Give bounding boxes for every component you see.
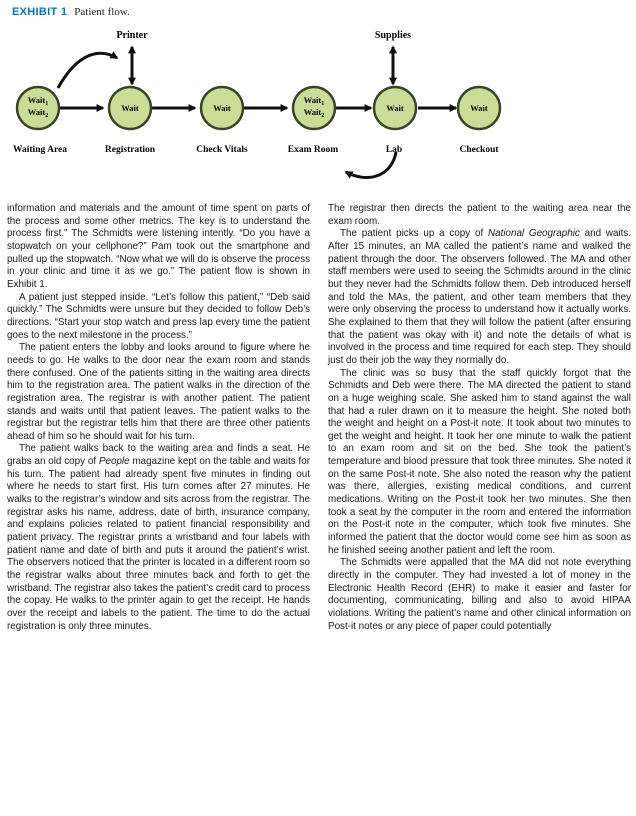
node-label-waiting-area: Waiting Area — [13, 145, 67, 155]
node-exam-room — [288, 87, 338, 155]
node-label-check-vitals: Check Vitals — [196, 145, 248, 155]
lab-return-arrow — [346, 152, 396, 178]
node-label-checkout: Checkout — [459, 145, 499, 155]
svg-text:Wait: Wait — [121, 103, 139, 113]
exhibit-caption: Patient flow. — [74, 6, 130, 18]
paragraph: The patient walks back to the waiting area and finds a seat. He grabs an old copy of People magazine kept on the table and waits for his turn. The patient had already spent five minutes in finding out where he needs to start first. His turn comes after 27 minutes. He walks to the registrar’s window and sits across from the registrar. The registrar asks his name, address, date of birth, insurance company, and explains policies related to patient financial responsibility and patient privacy. The registrar prints a wristband and four labels with patient name and date of birth and puts it around the patient’s wrist. The observers noticed that the printer is located in a different room so the registrar walks about three minutes back and forth to get the wristband. The registrar also takes the patient’s credit card to process the copay. He walks to the printer again to get the receipt. He hands over the receipt and labels to the patient. The time to do the actual registration is only three minutes. — [7, 443, 310, 632]
magazine-title: National Geographic — [488, 228, 580, 240]
printer-loop-arrow — [58, 53, 117, 88]
paragraph: The patient picks up a copy of National Geographic and waits. After 15 minutes, an MA called the patient’s name and walked the patient through the door. The observers followed. The MA and other staff members were used to seeing the Schmidts around in the clinic but they never had the Schmidts follow them. Deb introduced herself and told the MAs, the patient, and other team members that they were only observing the process to understand how it actually works. She explained to them that they will follow the patient (after ensuring that the patient was okay with it) and note the details of what is involved in the process and time required for each step. They should just do their job the way they normally do. — [328, 228, 632, 366]
paragraph: The patient enters the lobby and looks around to figure where he needs to go. He walks to the door near the exam room and stands there confused. One of the patients sitting in the waiting area directs him to the registration area. The patient walks in the direction of the registration area. The registrar is with another patient. The patient stands and waits until that patient leaves. The patient walks to the registrar but the registrar tells him that there are three other patients ahead of him so he should wait for his turn. — [7, 342, 310, 442]
node-label-exam-room: Exam Room — [287, 145, 339, 155]
svg-text:Wait2: Wait$_2$ — [27, 107, 49, 119]
svg-text:Wait2: Wait$_2$ — [303, 107, 325, 119]
supplies-label: Supplies — [374, 30, 412, 41]
node-waiting-area — [13, 87, 67, 155]
paragraph: The Schmidts were appalled that the MA did not note everything directly in the computer. They had invested a lot of money in the Electronic Health Record (EHR) to make it easier and faster for documenting, communicating, billing and also to avoid HIPAA violations. Writing the patient’s name and other clinical information on Post-it notes or any piece of paper could potentially — [328, 557, 631, 632]
svg-text:Wait: Wait — [470, 103, 488, 113]
body-text — [7, 203, 631, 633]
paragraph: A patient just stepped inside. “Let’s follow this patient,” “Deb said quickly.” The Schmidts were unsure but they decided to follow Deb’s directions. “Start your stop watch and press lap every time the patient goes to the next milestone in the process.” — [7, 291, 310, 341]
right-column — [328, 203, 631, 633]
node-check-vitals — [196, 87, 248, 155]
svg-text:Wait1: Wait$_1$ — [27, 95, 49, 107]
node-registration — [105, 87, 156, 155]
magazine-title: People — [98, 456, 130, 468]
svg-text:Wait: Wait — [386, 103, 404, 113]
node-label-registration: Registration — [104, 145, 156, 155]
left-column — [7, 203, 310, 633]
node-label-lab: Lab — [385, 145, 403, 155]
paragraph: The registrar then directs the patient to the waiting area near the exam room. — [328, 203, 631, 227]
paragraph: information and materials and the amount of time spent on parts of the process and some other metrics. The key is to understand the process first.” The Schmidts were listening intently. “Do you have a stopwatch on your cellphone?” Pam took out the smartphone and pulled up the stopwatch. “Now what we will do is observe the process in your clinic and time it as we go.” The patient flow is shown in Exhibit 1. — [7, 203, 310, 290]
node-checkout — [458, 87, 500, 155]
svg-text:Wait: Wait — [213, 103, 231, 113]
exhibit-number: EXHIBIT 1 — [12, 6, 68, 18]
printer-label: Printer — [116, 30, 148, 41]
node-lab — [374, 87, 416, 155]
paragraph: The clinic was so busy that the staff quickly forgot that the Schmidts and Deb were there. The MA directed the patient to stand on a huge weighing scale. She asked him to stand against the wall that had a ruler drawn on it to measure the height. She noted both the weight and height on a Post-it note. It took about two minutes to get the weight and height. It took her one minute to walk the patient to an exam room and sit on the bed. She took the patient’s temperature and blood pressure that took three minutes. She noted it on the same Post-it note. She also noted the reason why the patient was there, allergies, existing medical conditions, and current medications. Writing on the Post-it took her two minutes. She then took a seat by the computer in the room and entered the information on the Post-it note in the computer, which took five minutes. She informed the patient that the doctor would come see him as soon as he finished seeing another patient and left the room. — [328, 367, 631, 556]
patient-flow-diagram — [0, 0, 636, 200]
svg-text:Wait1: Wait$_1$ — [303, 95, 325, 107]
